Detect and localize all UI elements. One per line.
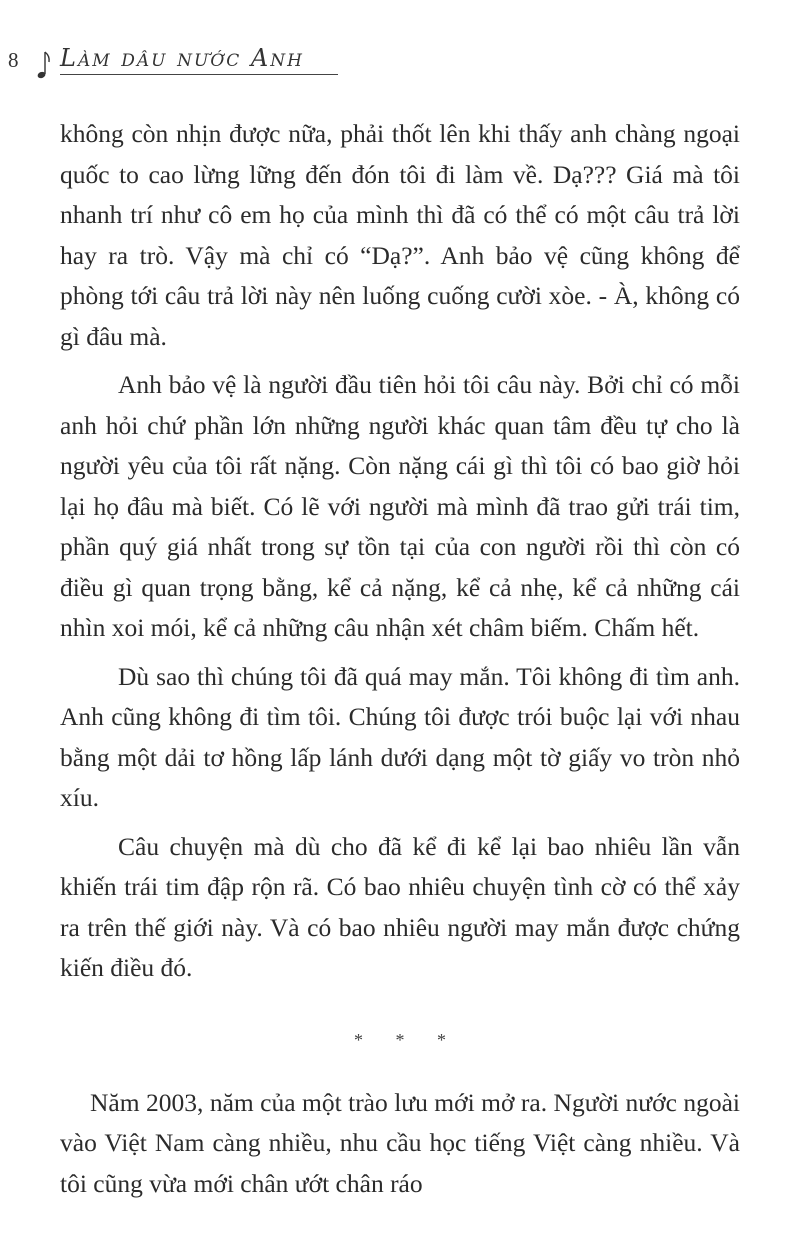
paragraph: Câu chuyện mà dù cho đã kể đi kể lại bao nhiêu lần vẫn khiến trái tim đập rộn rã. Có bao nhiêu chuyện tình cờ có thể xảy ra trên thế giới này. Và có bao nhiêu người may mắn được chứng kiến điều đó. xyxy=(60,831,740,982)
header-underline xyxy=(60,74,338,75)
music-note-icon xyxy=(34,50,52,84)
page-number: 8 xyxy=(8,48,19,72)
paragraph: Anh bảo vệ là người đầu tiên hỏi tôi câu này. Bởi chỉ có mỗi anh hỏi chứ phần lớn những người khác quan tâm đều tự cho là người yêu của tôi rất nặng. Còn nặng cái gì thì tôi có bao giờ hỏi lại họ đâu mà biết. Có lẽ với người mà mình đã trao gửi trái tim, phần quý giá nhất trong sự tồn tại của con người rồi thì còn có điều gì quan trọng bằng, kể cả nặng, kể cả nhẹ, kể cả những cái nhìn xoi mói, kể cả những câu nhận xét châm biếm. Chấm hết. xyxy=(60,370,740,642)
running-header xyxy=(0,40,800,82)
section-separator: * * * xyxy=(354,1029,460,1050)
paragraph: Dù sao thì chúng tôi đã quá may mắn. Tôi không đi tìm anh. Anh cũng không đi tìm tôi. Chúng tôi được trói buộc lại với nhau bằng một dải tơ hồng lấp lánh dưới dạng một tờ giấy vo tròn nhỏ xíu. xyxy=(60,661,740,812)
paragraph-new-section: Năm 2003, năm của một trào lưu mới mở ra. Người nước ngoài vào Việt Nam càng nhiều, nhu cầu học tiếng Việt càng nhiều. Và tôi cũng vừa mới chân ướt chân ráo xyxy=(60,1087,740,1198)
book-title: Làm dâu nước Anh xyxy=(60,44,304,72)
paragraph-continued: không còn nhịn được nữa, phải thốt lên khi thấy anh chàng ngoại quốc to cao lừng lững đến đón tôi đi làm về. Dạ??? Giá mà tôi nhanh trí như cô em họ của mình thì đã có thể có một câu trả lời hay ra trò. Vậy mà chỉ có “Dạ?”. Anh bảo vệ cũng không để phòng tới câu trả lời này nên luống cuống cười xòe. - À, không có gì đâu mà. xyxy=(60,119,740,351)
body-text xyxy=(60,114,740,1204)
